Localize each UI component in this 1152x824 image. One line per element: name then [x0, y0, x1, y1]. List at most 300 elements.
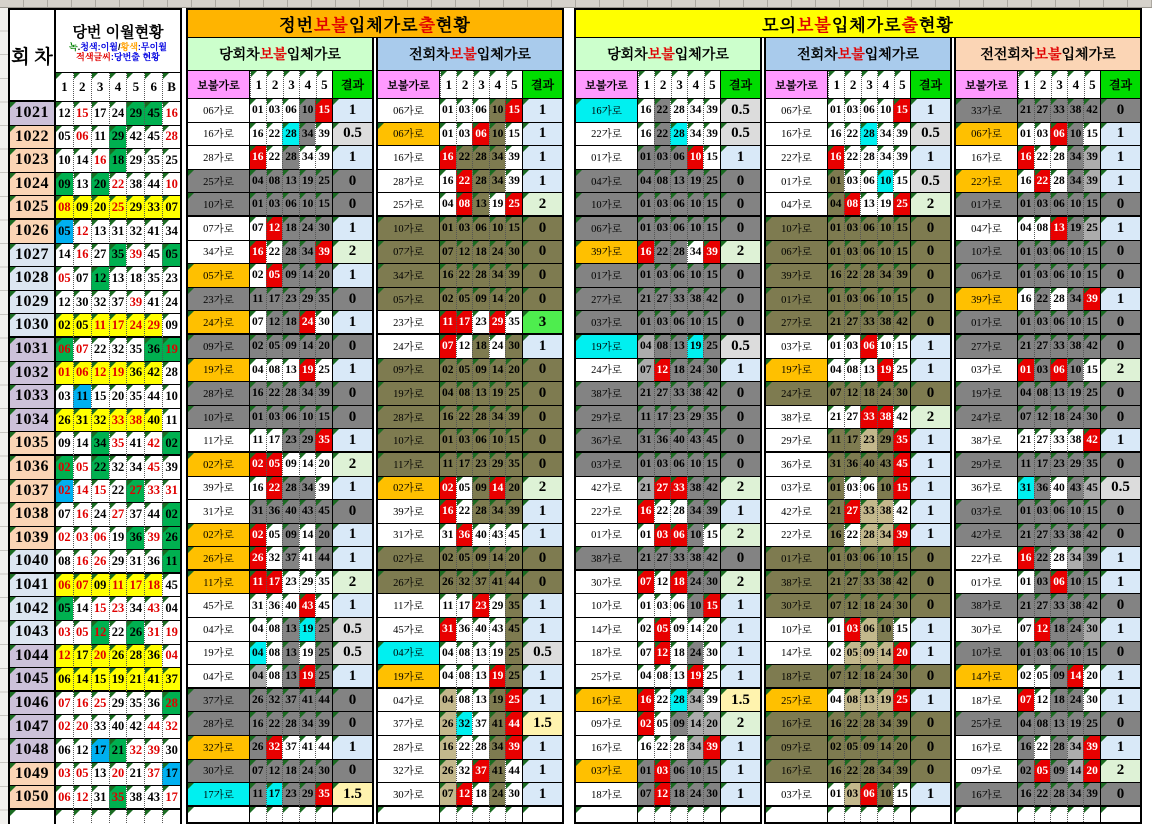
- garo-num-cell[interactable]: 39: [703, 689, 720, 713]
- garo-num-cell[interactable]: 42: [703, 382, 720, 406]
- garo-num-cell[interactable]: 22: [456, 264, 473, 288]
- garo-label-cell[interactable]: 19가로: [188, 359, 250, 383]
- garo-label-cell[interactable]: 30가로: [378, 783, 440, 807]
- round-cell[interactable]: 1042: [10, 597, 56, 621]
- result-cell[interactable]: 0: [332, 760, 372, 784]
- partial-cell[interactable]: [1018, 807, 1034, 822]
- garo-num-cell[interactable]: 28: [472, 170, 489, 194]
- garo-num-cell[interactable]: 44: [315, 736, 332, 760]
- lotto-ball-cell[interactable]: 06: [56, 786, 73, 810]
- garo-num-cell[interactable]: 42: [1083, 429, 1100, 453]
- ball-col-header[interactable]: 2: [73, 73, 91, 100]
- lotto-ball-cell[interactable]: 41: [126, 432, 144, 456]
- lotto-ball-cell[interactable]: 31: [126, 550, 144, 574]
- garo-num-cell[interactable]: 13: [472, 193, 489, 217]
- garo-num-cell[interactable]: 29: [489, 594, 506, 618]
- partial-cell[interactable]: [828, 807, 844, 822]
- garo-label-cell[interactable]: 24가로: [956, 406, 1018, 430]
- round-cell[interactable]: 1034: [10, 409, 56, 433]
- lotto-ball-cell[interactable]: 32: [126, 739, 144, 763]
- lotto-ball-cell[interactable]: 08: [56, 550, 73, 574]
- lotto-ball-cell[interactable]: 24: [91, 503, 109, 527]
- garo-num-cell[interactable]: 11: [1018, 453, 1034, 477]
- garo-num-cell[interactable]: 16: [1018, 146, 1034, 170]
- round-cell[interactable]: 1026: [10, 220, 56, 244]
- garo-num-cell[interactable]: 09: [670, 712, 687, 736]
- garo-num-cell[interactable]: 06: [670, 264, 687, 288]
- garo-num-cell[interactable]: 19: [299, 665, 316, 689]
- result-cell[interactable]: 0: [910, 288, 950, 312]
- garo-label-cell[interactable]: 01가로: [766, 170, 828, 194]
- garo-num-cell[interactable]: 39: [1083, 547, 1100, 571]
- garo-num-cell[interactable]: 04: [1018, 217, 1034, 241]
- garo-num-cell[interactable]: 05: [456, 359, 473, 383]
- garo-num-cell[interactable]: 04: [638, 335, 654, 359]
- result-cell[interactable]: 0: [1100, 594, 1140, 618]
- garo-num-cell[interactable]: 04: [440, 642, 456, 666]
- num-col-header[interactable]: 5: [506, 71, 522, 98]
- lotto-ball-cell[interactable]: 35: [126, 338, 144, 362]
- garo-num-cell[interactable]: 06: [670, 760, 687, 784]
- lotto-ball-cell[interactable]: 11: [73, 385, 91, 409]
- garo-num-cell[interactable]: 17: [266, 783, 283, 807]
- garo-num-cell[interactable]: 10: [299, 406, 316, 430]
- partial-cell[interactable]: [315, 807, 332, 822]
- ball-col-header[interactable]: 3: [91, 73, 109, 100]
- garo-num-cell[interactable]: 27: [844, 571, 861, 595]
- garo-num-cell[interactable]: 30: [315, 760, 332, 784]
- result-cell[interactable]: 2: [522, 193, 562, 217]
- lotto-ball-cell[interactable]: 05: [162, 244, 180, 268]
- garo-num-cell[interactable]: 28: [670, 689, 687, 713]
- garo-column-header[interactable]: 보불가로: [576, 71, 638, 98]
- garo-num-cell[interactable]: 40: [472, 618, 489, 642]
- garo-label-cell[interactable]: 03가로: [956, 500, 1018, 524]
- round-cell[interactable]: 1038: [10, 503, 56, 527]
- garo-num-cell[interactable]: 15: [1083, 571, 1100, 595]
- garo-label-cell[interactable]: 02가로: [188, 453, 250, 477]
- garo-num-cell[interactable]: 05: [1034, 665, 1051, 689]
- garo-num-cell[interactable]: 04: [1018, 712, 1034, 736]
- garo-num-cell[interactable]: 16: [828, 123, 844, 147]
- garo-label-cell[interactable]: 04가로: [378, 689, 440, 713]
- result-cell[interactable]: 0: [720, 453, 760, 477]
- garo-num-cell[interactable]: 15: [893, 477, 910, 501]
- garo-num-cell[interactable]: 18: [860, 594, 877, 618]
- result-cell[interactable]: 1: [720, 618, 760, 642]
- garo-num-cell[interactable]: 10: [1067, 500, 1084, 524]
- garo-num-cell[interactable]: 34: [687, 241, 704, 265]
- garo-num-cell[interactable]: 27: [654, 382, 671, 406]
- garo-num-cell[interactable]: 34: [489, 146, 506, 170]
- lotto-ball-cell[interactable]: 20: [109, 763, 127, 787]
- garo-label-cell[interactable]: 27가로: [956, 335, 1018, 359]
- garo-label-cell[interactable]: 16가로: [576, 689, 638, 713]
- garo-num-cell[interactable]: 10: [877, 477, 894, 501]
- garo-num-cell[interactable]: 30: [893, 665, 910, 689]
- lotto-ball-cell[interactable]: 10: [56, 149, 73, 173]
- garo-num-cell[interactable]: 14: [877, 642, 894, 666]
- lotto-ball-cell[interactable]: 04: [162, 597, 180, 621]
- garo-num-cell[interactable]: 34: [489, 736, 506, 760]
- garo-num-cell[interactable]: 31: [250, 500, 266, 524]
- garo-num-cell[interactable]: 06: [1050, 359, 1067, 383]
- lotto-ball-cell[interactable]: 27: [91, 244, 109, 268]
- garo-num-cell[interactable]: 19: [299, 642, 316, 666]
- garo-label-cell[interactable]: 01가로: [956, 193, 1018, 217]
- garo-num-cell[interactable]: 05: [266, 335, 283, 359]
- lotto-ball-cell[interactable]: 42: [144, 432, 162, 456]
- lotto-ball-cell[interactable]: 12: [91, 362, 109, 386]
- garo-num-cell[interactable]: 10: [489, 429, 506, 453]
- lotto-ball-cell[interactable]: 36: [126, 527, 144, 551]
- garo-label-cell[interactable]: 06가로: [766, 99, 828, 123]
- garo-num-cell[interactable]: 01: [1018, 500, 1034, 524]
- garo-num-cell[interactable]: 40: [1050, 477, 1067, 501]
- lotto-ball-cell[interactable]: 32: [162, 715, 180, 739]
- garo-num-cell[interactable]: 38: [877, 500, 894, 524]
- garo-num-cell[interactable]: 03: [844, 547, 861, 571]
- garo-num-cell[interactable]: 17: [456, 594, 473, 618]
- garo-label-cell[interactable]: 16가로: [956, 146, 1018, 170]
- lotto-ball-cell[interactable]: 44: [144, 385, 162, 409]
- garo-label-cell[interactable]: 33가로: [956, 99, 1018, 123]
- garo-num-cell[interactable]: 12: [266, 760, 283, 784]
- garo-num-cell[interactable]: 02: [1018, 665, 1034, 689]
- garo-num-cell[interactable]: 32: [456, 571, 473, 595]
- result-cell[interactable]: 0.5: [910, 123, 950, 147]
- garo-num-cell[interactable]: 15: [1083, 359, 1100, 383]
- garo-num-cell[interactable]: 18: [1050, 406, 1067, 430]
- garo-num-cell[interactable]: 15: [893, 241, 910, 265]
- garo-num-cell[interactable]: 01: [440, 99, 456, 123]
- lotto-ball-cell[interactable]: 38: [126, 409, 144, 433]
- result-cell[interactable]: 0: [332, 712, 372, 736]
- garo-num-cell[interactable]: 12: [1034, 406, 1051, 430]
- partial-cell[interactable]: [687, 807, 704, 822]
- garo-num-cell[interactable]: 03: [266, 406, 283, 430]
- garo-num-cell[interactable]: 01: [638, 193, 654, 217]
- garo-num-cell[interactable]: 03: [844, 288, 861, 312]
- garo-num-cell[interactable]: 03: [456, 99, 473, 123]
- garo-num-cell[interactable]: 04: [250, 665, 266, 689]
- garo-label-cell[interactable]: 09가로: [378, 359, 440, 383]
- garo-num-cell[interactable]: 10: [489, 123, 506, 147]
- lotto-ball-cell[interactable]: 26: [162, 527, 180, 551]
- garo-num-cell[interactable]: 07: [638, 642, 654, 666]
- lotto-ball-cell[interactable]: 42: [126, 126, 144, 150]
- num-col-header[interactable]: 4: [877, 71, 893, 98]
- garo-num-cell[interactable]: 34: [299, 146, 316, 170]
- lotto-ball-cell[interactable]: 19: [109, 362, 127, 386]
- num-col-header[interactable]: 2: [1034, 71, 1050, 98]
- round-cell[interactable]: 1037: [10, 480, 56, 504]
- garo-label-cell[interactable]: 23가로: [378, 311, 440, 335]
- garo-num-cell[interactable]: 03: [654, 594, 671, 618]
- garo-num-cell[interactable]: 24: [489, 783, 506, 807]
- garo-num-cell[interactable]: 03: [844, 618, 861, 642]
- garo-num-cell[interactable]: 08: [1034, 712, 1051, 736]
- num-col-header[interactable]: 3: [1051, 71, 1067, 98]
- garo-num-cell[interactable]: 03: [844, 99, 861, 123]
- garo-num-cell[interactable]: 01: [1018, 359, 1034, 383]
- garo-num-cell[interactable]: 08: [654, 170, 671, 194]
- round-cell[interactable]: 1028: [10, 267, 56, 291]
- garo-num-cell[interactable]: 10: [877, 217, 894, 241]
- garo-num-cell[interactable]: 11: [638, 406, 654, 430]
- garo-num-cell[interactable]: 10: [877, 241, 894, 265]
- garo-num-cell[interactable]: 34: [687, 500, 704, 524]
- garo-label-cell[interactable]: 03가로: [576, 453, 638, 477]
- garo-num-cell[interactable]: 18: [860, 382, 877, 406]
- round-cell[interactable]: 1033: [10, 385, 56, 409]
- garo-num-cell[interactable]: 16: [828, 146, 844, 170]
- garo-num-cell[interactable]: 18: [472, 783, 489, 807]
- garo-num-cell[interactable]: 39: [893, 264, 910, 288]
- garo-num-cell[interactable]: 33: [670, 288, 687, 312]
- garo-num-cell[interactable]: 19: [489, 642, 506, 666]
- result-cell[interactable]: 0: [522, 217, 562, 241]
- garo-label-cell[interactable]: 30가로: [576, 571, 638, 595]
- garo-num-cell[interactable]: 20: [315, 524, 332, 548]
- garo-num-cell[interactable]: 03: [654, 217, 671, 241]
- garo-num-cell[interactable]: 45: [703, 429, 720, 453]
- garo-num-cell[interactable]: 16: [250, 712, 266, 736]
- garo-label-cell[interactable]: 18가로: [956, 689, 1018, 713]
- garo-num-cell[interactable]: 44: [505, 571, 522, 595]
- num-col-header[interactable]: 2: [654, 71, 670, 98]
- lotto-ball-cell[interactable]: 37: [109, 291, 127, 315]
- lotto-ball-cell[interactable]: 36: [144, 550, 162, 574]
- garo-num-cell[interactable]: 39: [505, 170, 522, 194]
- garo-num-cell[interactable]: 06: [472, 429, 489, 453]
- garo-num-cell[interactable]: 18: [282, 760, 299, 784]
- lotto-ball-cell[interactable]: 10: [162, 173, 180, 197]
- garo-num-cell[interactable]: 42: [893, 500, 910, 524]
- garo-num-cell[interactable]: 15: [893, 170, 910, 194]
- lotto-ball-cell[interactable]: 07: [56, 692, 73, 716]
- garo-num-cell[interactable]: 03: [456, 217, 473, 241]
- garo-label-cell[interactable]: 06가로: [378, 123, 440, 147]
- result-cell[interactable]: 0: [1100, 406, 1140, 430]
- garo-num-cell[interactable]: 14: [299, 335, 316, 359]
- garo-num-cell[interactable]: 19: [877, 689, 894, 713]
- num-col-header[interactable]: 5: [316, 71, 332, 98]
- result-cell[interactable]: 1: [332, 264, 372, 288]
- garo-num-cell[interactable]: 39: [893, 760, 910, 784]
- garo-label-cell[interactable]: 25가로: [956, 712, 1018, 736]
- garo-num-cell[interactable]: 23: [282, 288, 299, 312]
- garo-num-cell[interactable]: 23: [472, 311, 489, 335]
- garo-num-cell[interactable]: 19: [1067, 382, 1084, 406]
- garo-num-cell[interactable]: 22: [266, 123, 283, 147]
- garo-num-cell[interactable]: 03: [844, 335, 861, 359]
- garo-num-cell[interactable]: 10: [687, 524, 704, 548]
- garo-num-cell[interactable]: 11: [250, 571, 266, 595]
- result-cell[interactable]: 1: [910, 429, 950, 453]
- result-cell[interactable]: 0: [910, 264, 950, 288]
- result-cell[interactable]: 1: [720, 642, 760, 666]
- lotto-ball-cell[interactable]: 27: [126, 480, 144, 504]
- ball-col-header[interactable]: 6: [144, 73, 162, 100]
- garo-num-cell[interactable]: 12: [844, 665, 861, 689]
- garo-label-cell[interactable]: 16가로: [956, 783, 1018, 807]
- lotto-ball-cell[interactable]: 11: [162, 550, 180, 574]
- garo-num-cell[interactable]: 12: [654, 359, 671, 383]
- garo-label-cell[interactable]: 01가로: [766, 288, 828, 312]
- lotto-ball-cell[interactable]: 42: [126, 715, 144, 739]
- garo-label-cell[interactable]: 01가로: [576, 146, 638, 170]
- garo-label-cell[interactable]: 31가로: [188, 500, 250, 524]
- result-cell[interactable]: 1: [1100, 736, 1140, 760]
- garo-label-cell[interactable]: 11가로: [378, 594, 440, 618]
- lotto-ball-cell[interactable]: 02: [56, 456, 73, 480]
- garo-num-cell[interactable]: 08: [654, 335, 671, 359]
- garo-label-cell[interactable]: 42가로: [766, 500, 828, 524]
- num-col-header[interactable]: 1: [828, 71, 844, 98]
- garo-num-cell[interactable]: 20: [505, 288, 522, 312]
- garo-num-cell[interactable]: 03: [844, 477, 861, 501]
- result-cell[interactable]: 1: [720, 500, 760, 524]
- round-cell[interactable]: 1045: [10, 668, 56, 692]
- garo-label-cell[interactable]: 39가로: [956, 288, 1018, 312]
- lotto-ball-cell[interactable]: 14: [73, 597, 91, 621]
- partial-cell[interactable]: [266, 807, 283, 822]
- garo-num-cell[interactable]: 22: [844, 146, 861, 170]
- result-cell[interactable]: 1: [522, 123, 562, 147]
- garo-num-cell[interactable]: 10: [877, 99, 894, 123]
- garo-num-cell[interactable]: 01: [1018, 571, 1034, 595]
- garo-num-cell[interactable]: 34: [877, 264, 894, 288]
- garo-num-cell[interactable]: 14: [1067, 760, 1084, 784]
- lotto-ball-cell[interactable]: 19: [162, 621, 180, 645]
- partial-cell[interactable]: [91, 810, 109, 824]
- garo-label-cell[interactable]: 24가로: [188, 311, 250, 335]
- garo-num-cell[interactable]: 18: [670, 783, 687, 807]
- garo-num-cell[interactable]: 30: [1083, 406, 1100, 430]
- garo-num-cell[interactable]: 32: [266, 547, 283, 571]
- garo-num-cell[interactable]: 13: [282, 642, 299, 666]
- garo-label-cell[interactable]: 01가로: [956, 311, 1018, 335]
- garo-num-cell[interactable]: 26: [250, 736, 266, 760]
- result-cell[interactable]: 0.5: [332, 123, 372, 147]
- lotto-ball-cell[interactable]: 45: [144, 126, 162, 150]
- garo-num-cell[interactable]: 06: [1050, 311, 1067, 335]
- garo-num-cell[interactable]: 36: [654, 429, 671, 453]
- garo-num-cell[interactable]: 07: [1018, 689, 1034, 713]
- result-cell[interactable]: 0: [1100, 500, 1140, 524]
- garo-num-cell[interactable]: 22: [654, 689, 671, 713]
- garo-num-cell[interactable]: 25: [703, 170, 720, 194]
- lotto-ball-cell[interactable]: 39: [126, 244, 144, 268]
- lotto-ball-cell[interactable]: 39: [162, 456, 180, 480]
- result-cell[interactable]: 0: [720, 382, 760, 406]
- garo-num-cell[interactable]: 05: [456, 547, 473, 571]
- partial-cell[interactable]: [144, 810, 162, 824]
- garo-num-cell[interactable]: 22: [1034, 288, 1051, 312]
- garo-num-cell[interactable]: 02: [250, 524, 266, 548]
- garo-label-cell[interactable]: 05가로: [188, 264, 250, 288]
- garo-num-cell[interactable]: 01: [440, 123, 456, 147]
- garo-num-cell[interactable]: 03: [1034, 193, 1051, 217]
- lotto-ball-cell[interactable]: 36: [144, 338, 162, 362]
- garo-num-cell[interactable]: 06: [1050, 193, 1067, 217]
- garo-label-cell[interactable]: 30가로: [766, 594, 828, 618]
- garo-label-cell[interactable]: 37가로: [188, 689, 250, 713]
- garo-num-cell[interactable]: 39: [315, 712, 332, 736]
- garo-num-cell[interactable]: 08: [844, 193, 861, 217]
- garo-num-cell[interactable]: 25: [505, 665, 522, 689]
- garo-num-cell[interactable]: 15: [703, 264, 720, 288]
- num-col-header[interactable]: 3: [861, 71, 877, 98]
- result-column-header[interactable]: 결과: [1100, 71, 1140, 98]
- garo-num-cell[interactable]: 35: [703, 406, 720, 430]
- result-cell[interactable]: 0: [522, 241, 562, 265]
- lotto-ball-cell[interactable]: 29: [109, 692, 127, 716]
- lotto-ball-cell[interactable]: 44: [144, 173, 162, 197]
- result-cell[interactable]: 0: [1100, 311, 1140, 335]
- garo-num-cell[interactable]: 28: [860, 123, 877, 147]
- garo-num-cell[interactable]: 24: [877, 382, 894, 406]
- garo-label-cell[interactable]: [576, 807, 638, 822]
- garo-num-cell[interactable]: 31: [440, 618, 456, 642]
- garo-num-cell[interactable]: 20: [703, 618, 720, 642]
- garo-num-cell[interactable]: 30: [1083, 618, 1100, 642]
- lotto-ball-cell[interactable]: 41: [144, 220, 162, 244]
- garo-num-cell[interactable]: 34: [489, 500, 506, 524]
- lotto-ball-cell[interactable]: 06: [56, 338, 73, 362]
- lotto-ball-cell[interactable]: 15: [91, 668, 109, 692]
- garo-num-cell[interactable]: 31: [440, 524, 456, 548]
- garo-num-cell[interactable]: 09: [472, 359, 489, 383]
- garo-num-cell[interactable]: 23: [472, 594, 489, 618]
- garo-num-cell[interactable]: 24: [687, 783, 704, 807]
- result-cell[interactable]: 0: [910, 217, 950, 241]
- garo-num-cell[interactable]: 07: [250, 311, 266, 335]
- result-cell[interactable]: 2: [332, 453, 372, 477]
- garo-num-cell[interactable]: 21: [1018, 429, 1034, 453]
- result-cell[interactable]: 0.5: [720, 335, 760, 359]
- ball-col-header[interactable]: 4: [109, 73, 127, 100]
- garo-label-cell[interactable]: 16가로: [188, 123, 250, 147]
- lotto-ball-cell[interactable]: 17: [109, 314, 127, 338]
- garo-num-cell[interactable]: 09: [860, 736, 877, 760]
- partial-cell[interactable]: [332, 807, 372, 822]
- partial-cell[interactable]: [654, 807, 671, 822]
- result-cell[interactable]: 1: [1100, 571, 1140, 595]
- lotto-ball-cell[interactable]: 33: [91, 715, 109, 739]
- lotto-ball-cell[interactable]: 17: [126, 574, 144, 598]
- lotto-ball-cell[interactable]: 33: [109, 409, 127, 433]
- garo-label-cell[interactable]: 14가로: [576, 618, 638, 642]
- result-cell[interactable]: 0: [522, 453, 562, 477]
- lotto-ball-cell[interactable]: 29: [126, 149, 144, 173]
- result-cell[interactable]: 0: [522, 288, 562, 312]
- garo-num-cell[interactable]: 43: [489, 618, 506, 642]
- garo-num-cell[interactable]: 06: [472, 123, 489, 147]
- garo-num-cell[interactable]: 39: [1083, 170, 1100, 194]
- garo-label-cell[interactable]: 02가로: [188, 524, 250, 548]
- garo-num-cell[interactable]: 13: [860, 359, 877, 383]
- result-cell[interactable]: 0: [522, 359, 562, 383]
- lotto-ball-cell[interactable]: 16: [73, 244, 91, 268]
- garo-num-cell[interactable]: 18: [860, 665, 877, 689]
- garo-num-cell[interactable]: 20: [315, 264, 332, 288]
- lotto-ball-cell[interactable]: 09: [91, 574, 109, 598]
- round-cell[interactable]: 1025: [10, 196, 56, 220]
- garo-num-cell[interactable]: 20: [893, 736, 910, 760]
- garo-num-cell[interactable]: 32: [456, 760, 473, 784]
